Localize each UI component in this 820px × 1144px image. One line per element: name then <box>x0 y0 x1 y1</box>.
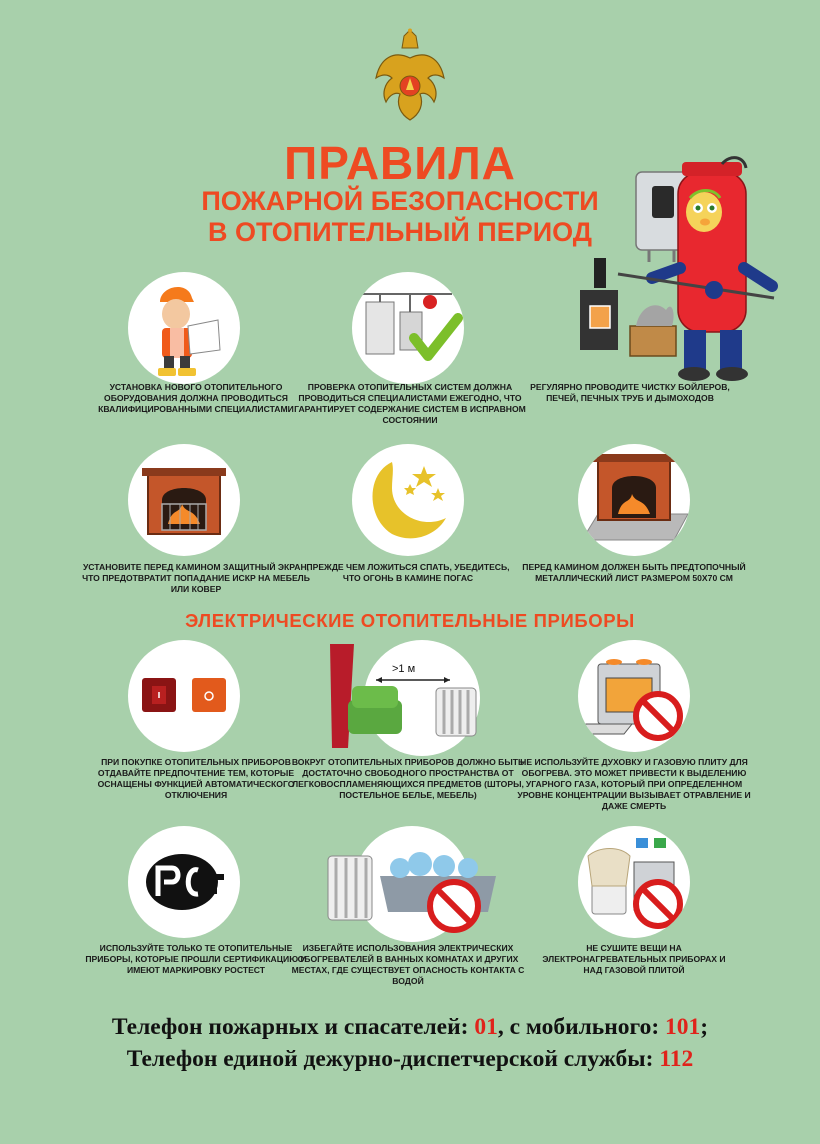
section-title: ЭЛЕКТРИЧЕСКИЕ ОТОПИТЕЛЬНЫЕ ПРИБОРЫ <box>185 610 635 631</box>
rule-caption: ПЕРЕД КАМИНОМ ДОЛЖЕН БЫТЬ ПРЕДТОПОЧНЫЙ МЕТАЛЛИЧЕСКИЙ ЛИСТ РАЗМЕРОМ 50Х70 СМ <box>522 562 746 583</box>
fireplace-sheet-icon <box>578 444 690 556</box>
gas-stove-prohibited-icon <box>578 640 690 752</box>
fire-extinguisher-mascot-illustration <box>574 150 794 385</box>
rule-caption: ИСПОЛЬЗУЙТЕ ТОЛЬКО ТЕ ОТОПИТЕЛЬНЫЕ ПРИБОРЫ, КОТОРЫЕ ПРОШЛИ СЕРТИФИКАЦИЮ И ИМЕЮТ МАРКИРОВКУ РОСТЕСТ <box>85 943 307 975</box>
rule-caption: ПРИ ПОКУПКЕ ОТОПИТЕЛЬНЫХ ПРИБОРОВ ОТДАВАЙТЕ ПРЕДПОЧТЕНИЕ ТЕМ, КОТОРЫЕ ОСНАЩЕНЫ ФУНКЦИЕЙ АВТОМАТИЧЕСКОГО ОТКЛЮЧЕНИЯ <box>97 757 295 800</box>
moon-stars-icon <box>352 444 464 556</box>
emergency-ministry-emblem-icon <box>372 28 448 128</box>
subtitle-line-2: В ОТОПИТЕЛЬНЫЙ ПЕРИОД <box>207 217 593 247</box>
pct-certification-icon <box>128 826 240 938</box>
rule-caption: УСТАНОВИТЕ ПЕРЕД КАМИНОМ ЗАЩИТНЫЙ ЭКРАН, ЧТО ПРЕДОТВРАТИТ ПОПАДАНИЕ ИСКР НА МЕБЕЛЬ ИЛИ КОВЕР <box>82 562 310 594</box>
rule-caption: НЕ СУШИТЕ ВЕЩИ НА ЭЛЕКТРОНАГРЕВАТЕЛЬНЫХ ПРИБОРАХ И НАД ГАЗОВОЙ ПЛИТОЙ <box>542 943 726 975</box>
rule-caption: РЕГУЛЯРНО ПРОВОДИТЕ ЧИСТКУ БОЙЛЕРОВ, ПЕЧЕЙ, ПЕЧНЫХ ТРУБ И ДЫМОХОДОВ <box>530 382 730 403</box>
dispatch-phone-number: 112 <box>659 1046 694 1072</box>
rule-caption: ПРЕЖДЕ ЧЕМ ЛОЖИТЬСЯ СПАТЬ, УБЕДИТЕСЬ, ЧТО ОГОНЬ В КАМИНЕ ПОГАС <box>306 562 510 583</box>
phone-line-1-end: ; <box>700 1014 709 1040</box>
phone-line-1-prefix: Телефон пожарных и спасателей: <box>111 1014 475 1040</box>
page-title: ПРАВИЛА <box>284 137 516 189</box>
rule-caption: ИЗБЕГАЙТЕ ИСПОЛЬЗОВАНИЯ ЭЛЕКТРИЧЕСКИХ ОБОГРЕВАТЕЛЕЙ В ВАННЫХ КОМНАТАХ И ДРУГИХ МЕСТАХ, ГДЕ СУЩЕСТВУЕТ ОПАСНОСТЬ КОНТАКТА С ВОДОЙ <box>291 943 525 986</box>
heater-distance-icon <box>326 638 496 758</box>
rule-caption: ВОКРУГ ОТОПИТЕЛЬНЫХ ПРИБОРОВ ДОЛЖНО БЫТЬ ДОСТАТОЧНО СВОБОДНОГО ПРОСТРАНСТВА ОТ ЛЕГКОВОСПЛАМЕНЯЮЩИХСЯ ПРЕДМЕТОВ (ШТОРЫ, ПОСТЕЛЬНОЕ БЕЛЬЕ, МЕБЕЛЬ) <box>291 757 525 800</box>
phone-line-2-prefix: Телефон единой дежурно-диспетчерской службы: <box>126 1046 660 1072</box>
worker-icon <box>128 272 240 384</box>
fireplace-screen-icon <box>128 444 240 556</box>
boiler-check-icon <box>352 272 464 384</box>
bathroom-heater-prohibited-icon <box>320 826 500 942</box>
fire-phone-number: 01 <box>474 1014 498 1040</box>
mobile-phone-number: 101 <box>665 1014 701 1040</box>
rule-caption: НЕ ИСПОЛЬЗУЙТЕ ДУХОВКУ И ГАЗОВУЮ ПЛИТУ ДЛЯ ОБОГРЕВА. ЭТО МОЖЕТ ПРИВЕСТИ К ВЫДЕЛЕНИЮ УГАРНОГО ГАЗА, КОТОРЫЙ ПРИ ОПРЕДЕЛЕННОМ УРОВНЕ КОНЦЕНТРАЦИИ ВЫЗЫВАЕТ ОТРАВЛЕНИЕ И ДАЖЕ СМЕРТЬ <box>517 757 751 811</box>
rule-caption: ПРОВЕРКА ОТОПИТЕЛЬНЫХ СИСТЕМ ДОЛЖНА ПРОВОДИТЬСЯ СПЕЦИАЛИСТАМИ ЕЖЕГОДНО, ЧТО ГАРАНТИРУЕТ СОДЕРЖАНИЕ СИСТЕМ В ИСПРАВНОМ СОСТОЯНИИ <box>294 382 526 425</box>
phone-line-1-mid: , с мобильного: <box>497 1014 666 1040</box>
subtitle-line-1: ПОЖАРНОЙ БЕЗОПАСНОСТИ <box>201 186 599 216</box>
emergency-phone-line <box>10 1014 810 1041</box>
drying-clothes-prohibited-icon <box>578 826 690 938</box>
distance-label: >1 м <box>392 663 416 675</box>
power-switch-icon <box>128 640 240 752</box>
rule-caption: УСТАНОВКА НОВОГО ОТОПИТЕЛЬНОГО ОБОРУДОВАНИЯ ДОЛЖНА ПРОВОДИТЬСЯ КВАЛИФИЦИРОВАННЫМИ СПЕЦИАЛИСТАМИ <box>98 382 294 414</box>
dispatch-phone-line <box>10 1046 810 1073</box>
